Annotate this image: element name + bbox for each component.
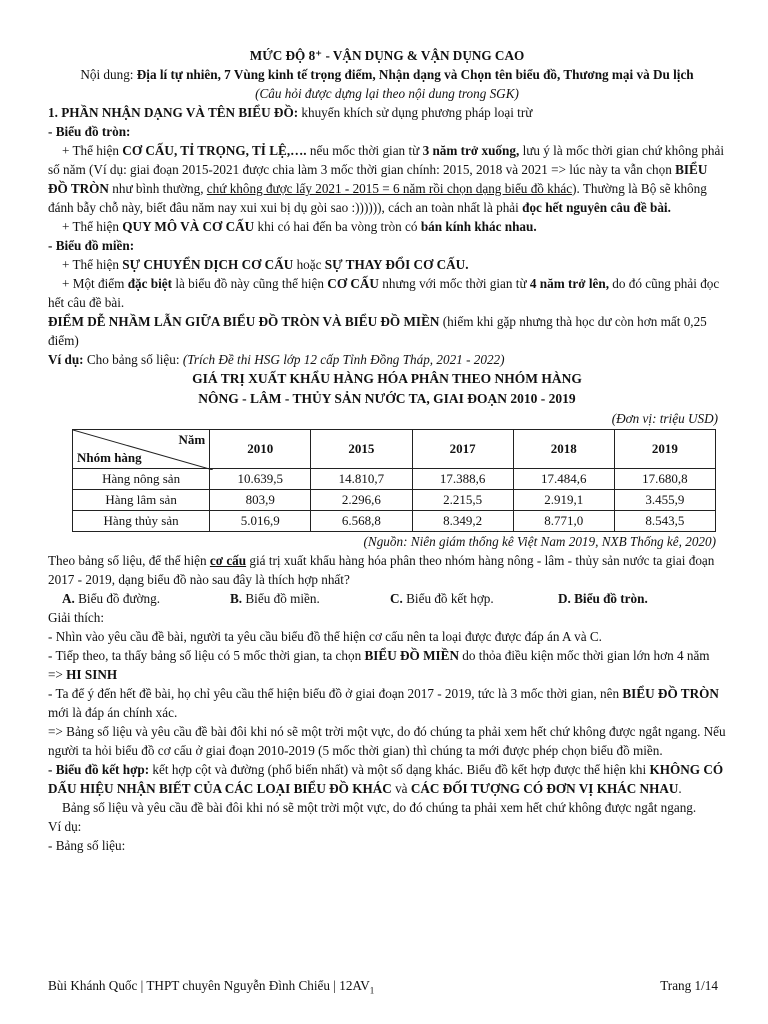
warning-line: ĐIỂM DỄ NHẦM LẪN GIỮA BIỂU ĐỒ TRÒN VÀ BIỂU ĐỒ MIỀN (hiếm khi gặp nhưng thà học dư còn hơn mất 0,25 điểm) xyxy=(48,314,707,348)
page-title: MỨC ĐỘ 8⁺ - VẬN DỤNG & VẬN DỤNG CAO xyxy=(249,48,525,63)
year-header: 2017 xyxy=(412,430,513,469)
table-cell: 8.349,2 xyxy=(412,511,513,532)
question-text: Theo bảng số liệu, để thể hiện cơ cấu giá trị xuất khẩu hàng hóa phân theo nhóm hàng nông - lâm - thủy sản nước ta giai đoạn 2017 - 2019, dạng biểu đồ nào sau đây là thích hợp nhất? xyxy=(48,553,715,587)
table-corner-cell: Năm Nhóm hàng xyxy=(73,430,210,469)
answer-c: C. Biểu đồ kết hợp. xyxy=(390,591,494,606)
table-cell: 8.543,5 xyxy=(614,511,715,532)
table-cell: 2.215,5 xyxy=(412,490,513,511)
table-header-row xyxy=(73,430,716,469)
table-row xyxy=(73,511,716,532)
table-cell: 10.639,5 xyxy=(210,469,311,490)
row-label: Hàng thủy sản xyxy=(73,511,210,532)
content-line xyxy=(48,65,726,84)
table-unit: (Đơn vị: triệu USD) xyxy=(611,411,718,426)
year-header: 2018 xyxy=(513,430,614,469)
table-row xyxy=(73,490,716,511)
explain-3: - Ta để ý đến hết đề bài, họ chỉ yêu cầu thể hiện biểu đồ ở giai đoạn 2017 - 2019, tức là 3 mốc thời gian, nên BIỂU ĐỒ TRÒN mới là đáp án chính xác. xyxy=(48,686,719,720)
year-header: 2019 xyxy=(614,430,715,469)
row-label: Hàng lâm sản xyxy=(73,490,210,511)
table-cell: 17.388,6 xyxy=(412,469,513,490)
explain-1: - Nhìn vào yêu cầu đề bài, người ta yêu cầu biểu đồ thể hiện cơ cấu nên ta loại được được đáp án A và C. xyxy=(48,629,602,644)
pie-rule-2: + Thể hiện QUY MÔ VÀ CƠ CẤU khi có hai đến ba vòng tròn có bán kính khác nhau. xyxy=(62,219,537,234)
table-source: (Nguồn: Niên giám thống kê Việt Nam 2019, NXB Thống kê, 2020) xyxy=(363,534,716,549)
document-page xyxy=(48,46,726,855)
table-cell: 5.016,9 xyxy=(210,511,311,532)
area-label: - Biểu đồ miền: xyxy=(48,238,135,253)
table-cell: 3.455,9 xyxy=(614,490,715,511)
section-heading: 1. PHẦN NHẬN DẠNG VÀ TÊN BIỂU ĐỒ: khuyến khích sử dụng phương pháp loại trừ xyxy=(48,105,533,120)
page-footer xyxy=(48,978,718,996)
footer-author: Bùi Khánh Quốc | THPT chuyên Nguyễn Đình Chiểu | $12AV_1$ xyxy=(48,978,375,996)
table-title-2: NÔNG - LÂM - THỦY SẢN NƯỚC TA, GIAI ĐOẠN 2010 - 2019 xyxy=(198,391,576,406)
page-number: Trang 1/14 xyxy=(660,978,718,993)
row-label: Hàng nông sản xyxy=(73,469,210,490)
answer-options xyxy=(48,589,726,608)
answer-a: A. Biểu đồ đường. xyxy=(62,591,161,606)
answer-d: D. Biểu đồ tròn. xyxy=(558,591,648,606)
explain-2: - Tiếp theo, ta thấy bảng số liệu có 5 mốc thời gian, ta chọn BIỂU ĐỒ MIỀN do thỏa điều kiện mốc thời gian lớn hơn 4 năm => HI SINH xyxy=(48,648,710,682)
data-table-label: - Bảng số liệu: xyxy=(48,838,126,853)
explain-label: Giải thích: xyxy=(48,610,105,625)
note-line: (Câu hỏi được dựng lại theo nội dung trong SGK) xyxy=(255,86,519,101)
table-cell: 803,9 xyxy=(210,490,311,511)
year-header: 2010 xyxy=(210,430,311,469)
example-line: Ví dụ: Cho bảng số liệu: (Trích Đề thi HSG lớp 12 cấp Tỉnh Đồng Tháp, 2021 - 2022) xyxy=(48,352,505,367)
pie-rule-1: + Thể hiện CƠ CẤU, TỈ TRỌNG, TỈ LỆ,…. nếu mốc thời gian từ 3 năm trở xuống, lưu ý là mốc thời gian chứ không phải số năm (Ví dụ: giai đoạn 2015-2021 được chia làm 3 mốc thời gian chính: 2015, 2018 và 2021 => lúc này ta vẫn chọn BIỂU ĐỒ TRÒN như bình thường, chứ không được lấy 2021 - 2015 = 6 năm rồi chọn dạng biểu đồ khác). Thường là Bộ sẽ không đánh bẫy chỗ này, biết đâu năm nay xui xui bị dụ gòi sao :)))))), cách an toàn nhất là phải đọc hết nguyên câu đề bài. xyxy=(48,143,725,215)
content-label: Nội dung: xyxy=(80,67,134,82)
combo-note: Bảng số liệu và yêu cầu đề bài đôi khi nó sẽ một trời một vực, do đó chúng ta phải xem hết chứ không được ngắt ngang. xyxy=(62,800,697,815)
example-label-2: Ví dụ: xyxy=(48,819,82,834)
table-row xyxy=(73,469,716,490)
table-cell: 8.771,0 xyxy=(513,511,614,532)
content-topics: Địa lí tự nhiên, 7 Vùng kinh tế trọng điểm, Nhận dạng và Chọn tên biểu đồ, Thương mại và Du lịch xyxy=(136,67,694,82)
area-rule-1: + Thể hiện SỰ CHUYỂN DỊCH CƠ CẤU hoặc SỰ THAY ĐỔI CƠ CẤU. xyxy=(62,257,469,272)
area-rule-2: + Một điểm đặc biệt là biểu đồ này cũng thể hiện CƠ CẤU nhưng với mốc thời gian từ 4 năm trở lên, do đó cũng phải đọc hết câu đề bài. xyxy=(48,276,720,310)
pie-label: - Biểu đồ tròn: xyxy=(48,124,131,139)
table-cell: 2.919,1 xyxy=(513,490,614,511)
table-cell: 17.680,8 xyxy=(614,469,715,490)
table-title-1: GIÁ TRỊ XUẤT KHẨU HÀNG HÓA PHÂN THEO NHÓM HÀNG xyxy=(192,371,582,386)
year-header: 2015 xyxy=(311,430,412,469)
table-cell: 17.484,6 xyxy=(513,469,614,490)
combo-rule: - Biểu đồ kết hợp: kết hợp cột và đường (phổ biến nhất) và một số dạng khác. Biểu đồ kết hợp được thể hiện khi KHÔNG CÓ DẤU HIỆU NHẬN BIẾT CỦA CÁC LOẠI BIỂU ĐỒ KHÁC và CÁC ĐỐI TƯỢNG CÓ ĐƠN VỊ KHÁC NHAU. xyxy=(48,762,724,796)
explain-4: => Bảng số liệu và yêu cầu đề bài đôi khi nó sẽ một trời một vực, do đó chúng ta phải xem hết chứ không được ngắt ngang. Nếu người ta hỏi biểu đồ cơ cấu ở giai đoạn 2010-2019 (5 mốc thời gian) thì chúng ta mới được phép chọn biểu đồ miền. xyxy=(48,724,726,758)
table-cell: 6.568,8 xyxy=(311,511,412,532)
data-table xyxy=(72,429,716,532)
table-cell: 14.810,7 xyxy=(311,469,412,490)
table-cell: 2.296,6 xyxy=(311,490,412,511)
answer-b: B. Biểu đồ miền. xyxy=(230,591,320,606)
